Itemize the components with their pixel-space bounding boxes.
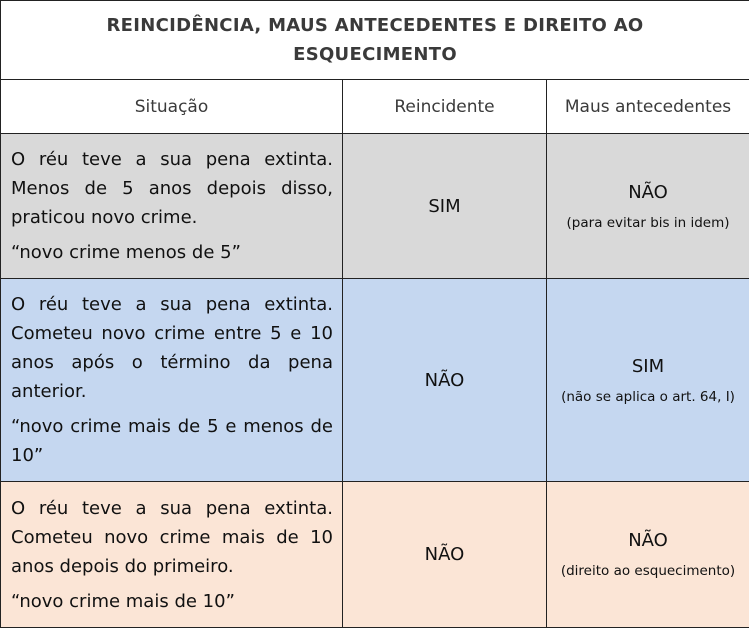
situation-cell bbox=[1, 279, 343, 482]
maus-note: (para evitar bis in idem) bbox=[566, 214, 730, 231]
situation-text: O réu teve a sua pena extinta. Cometeu novo crime mais de 10 anos depois do primeiro. bbox=[11, 497, 333, 577]
maus-value: SIM bbox=[631, 355, 665, 377]
situation-quote: “novo crime mais de 5 e menos de 10” bbox=[11, 416, 333, 466]
reincidente-cell: SIM bbox=[343, 134, 547, 279]
situation-text: O réu teve a sua pena extinta. Menos de 5 anos depois disso, praticou novo crime. bbox=[11, 149, 333, 228]
title-line-1: REINCIDÊNCIA, MAUS ANTECEDENTES E DIREITO AO bbox=[106, 15, 644, 36]
table-row bbox=[1, 134, 749, 279]
situation-cell bbox=[1, 482, 343, 628]
title-line-2: ESQUECIMENTO bbox=[293, 44, 457, 65]
header-maus-antecedentes: Maus antecedentes bbox=[547, 80, 749, 134]
header-situacao: Situação bbox=[1, 80, 343, 134]
maus-value: NÃO bbox=[628, 530, 668, 551]
maus-note: (não se aplica o art. 64, I) bbox=[561, 388, 735, 405]
table-row bbox=[1, 279, 749, 482]
situation-text: O réu teve a sua pena extinta. Cometeu novo crime entre 5 e 10 anos após o término da pena anterior. bbox=[11, 294, 333, 402]
reincidente-cell: NÃO bbox=[343, 279, 547, 482]
maus-antecedentes-cell bbox=[547, 482, 749, 628]
reincidente-cell: NÃO bbox=[343, 482, 547, 628]
table-row bbox=[1, 482, 749, 628]
maus-note: (direito ao esquecimento) bbox=[560, 563, 736, 579]
situation-quote: “novo crime menos de 5” bbox=[11, 242, 241, 263]
situation-cell bbox=[1, 134, 343, 279]
maus-antecedentes-cell bbox=[547, 279, 749, 482]
maus-value: NÃO bbox=[628, 181, 668, 203]
maus-antecedentes-cell bbox=[547, 134, 749, 279]
situation-quote: “novo crime mais de 10” bbox=[11, 590, 235, 612]
header-reincidente: Reincidente bbox=[343, 80, 547, 134]
table-title bbox=[1, 1, 749, 80]
